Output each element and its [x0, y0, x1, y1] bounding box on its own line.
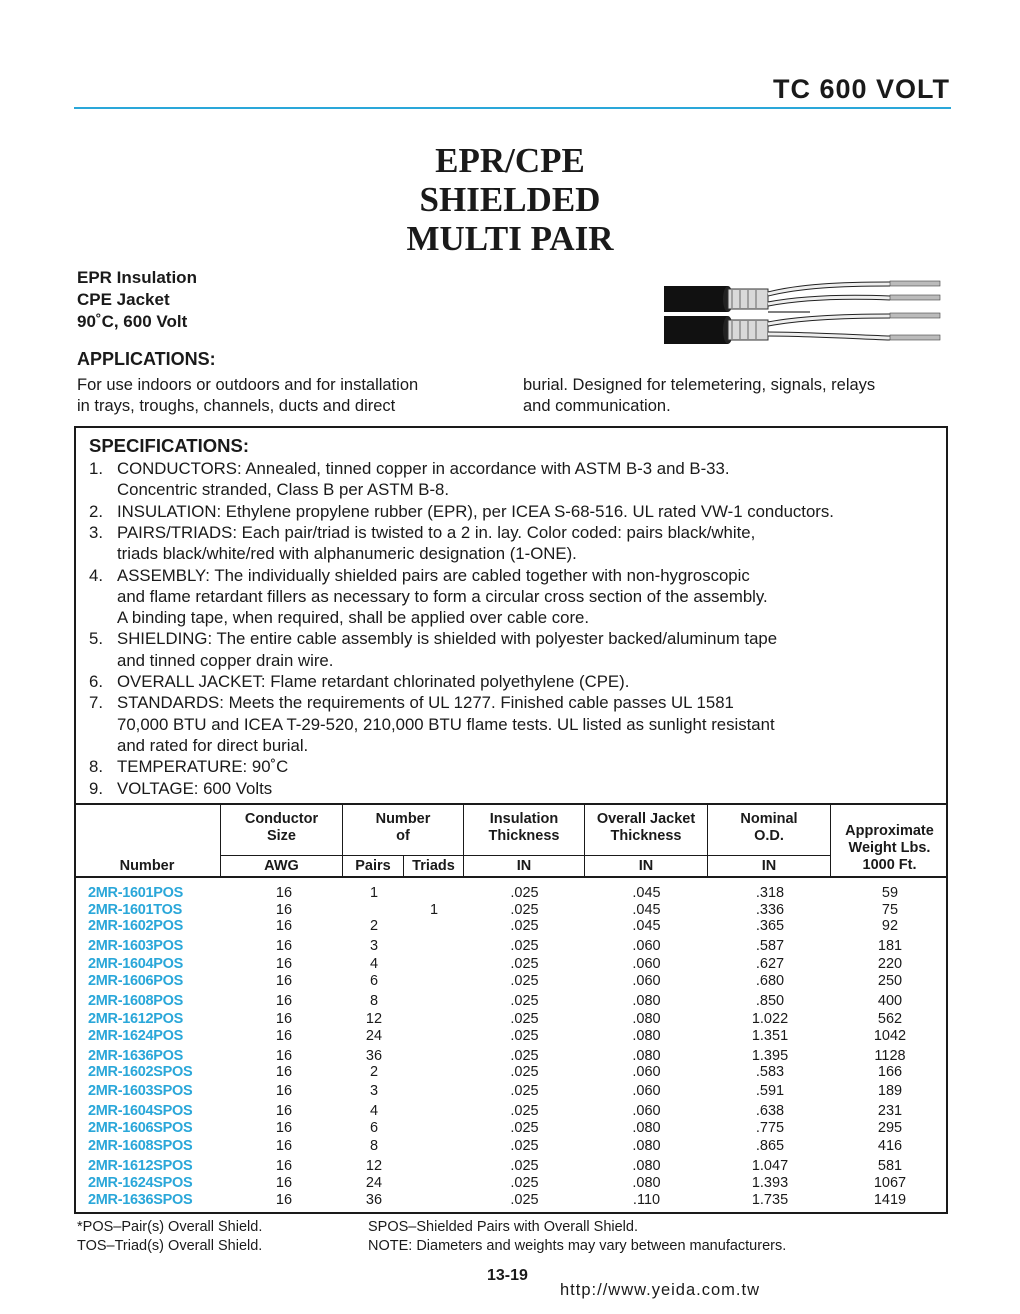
- cell-awg: 16: [275, 1103, 293, 1119]
- cell-jacket: .080: [632, 1028, 661, 1044]
- cell-od: .587: [755, 938, 785, 954]
- spec-line-number: 1.: [89, 459, 103, 478]
- cell-number: 2MR-1606SPOS: [88, 1120, 193, 1136]
- header-awg: AWG: [264, 858, 299, 874]
- cell-awg: 16: [275, 1011, 293, 1027]
- cell-pairs: 4: [369, 1103, 379, 1119]
- header-conductor-line: Conductor: [244, 811, 319, 827]
- table-row: [74, 973, 948, 989]
- spec-line: [89, 586, 768, 607]
- applications-left-line: in trays, troughs, channels, ducts and direct: [77, 397, 396, 415]
- spec-line: [89, 714, 775, 735]
- header-nominal-od: [708, 811, 830, 845]
- cell-jacket: .080: [632, 1138, 661, 1154]
- spec-line-number: 5.: [89, 629, 103, 648]
- cell-insulation: .025: [510, 1048, 539, 1064]
- table-row: [74, 993, 948, 1009]
- cell-number: 2MR-1603SPOS: [88, 1083, 193, 1099]
- cell-pairs: 3: [369, 1083, 379, 1099]
- spec-line-text: and rated for direct burial.: [117, 736, 309, 755]
- cell-pairs: 4: [369, 956, 379, 972]
- table-subheader-rule: [220, 855, 830, 856]
- table-row: [74, 885, 948, 901]
- header-insulation-unit: IN: [516, 858, 532, 874]
- cell-weight: 1067: [873, 1175, 907, 1191]
- spec-line-number: 7.: [89, 693, 103, 712]
- header-conductor-size: [221, 811, 342, 845]
- cell-od: .336: [755, 902, 785, 918]
- spec-line: [89, 565, 750, 586]
- footnote-note: NOTE: Diameters and weights may vary between manufacturers.: [368, 1238, 787, 1254]
- cell-number: 2MR-1602POS: [88, 918, 184, 934]
- cell-awg: 16: [275, 973, 293, 989]
- cell-weight: 166: [877, 1064, 903, 1080]
- cell-insulation: .025: [510, 1175, 539, 1191]
- cell-weight: 220: [877, 956, 903, 972]
- spec-line-text: INSULATION: Ethylene propylene rubber (EPR), per ICEA S-68-516. UL rated VW-1 conductors.: [117, 502, 834, 521]
- table-row: [74, 1064, 948, 1080]
- cell-pairs: 2: [369, 1064, 379, 1080]
- cell-insulation: .025: [510, 938, 539, 954]
- spec-line: [89, 778, 272, 799]
- cell-insulation: .025: [510, 1028, 539, 1044]
- cell-awg: 16: [275, 1064, 293, 1080]
- table-row: [74, 1103, 948, 1119]
- cell-weight: 581: [877, 1158, 903, 1174]
- spec-line-number: 6.: [89, 672, 103, 691]
- cell-triads: 1: [429, 902, 439, 918]
- spec-line-text: TEMPERATURE: 90˚C: [117, 757, 289, 776]
- header-weight-line: 1000 Ft.: [862, 857, 917, 873]
- spec-line-text: 70,000 BTU and ICEA T-29-520, 210,000 BTU flame tests. UL listed as sunlight resistant: [117, 715, 775, 734]
- applications-right-line: and communication.: [523, 397, 671, 415]
- cell-insulation: .025: [510, 956, 539, 972]
- cell-jacket: .060: [632, 938, 661, 954]
- spec-line: [89, 756, 288, 777]
- header-insulation-thickness: [464, 811, 584, 845]
- header-number: Number: [119, 858, 175, 874]
- feature-jacket: CPE Jacket: [77, 290, 170, 309]
- cell-od: 1.393: [751, 1175, 789, 1191]
- cell-awg: 16: [275, 1028, 293, 1044]
- header-triads: Triads: [412, 858, 455, 874]
- cell-insulation: .025: [510, 1138, 539, 1154]
- cell-weight: 416: [877, 1138, 903, 1154]
- cell-pairs: 1: [369, 885, 379, 901]
- cell-od: 1.351: [751, 1028, 789, 1044]
- spec-line-text: OVERALL JACKET: Flame retardant chlorinated polyethylene (CPE).: [117, 672, 630, 691]
- cell-awg: 16: [275, 918, 293, 934]
- cell-weight: 59: [881, 885, 899, 901]
- applications-heading: APPLICATIONS:: [77, 349, 216, 369]
- header-number-of-line: Number: [375, 811, 431, 827]
- cell-jacket: .045: [632, 885, 661, 901]
- applications-text-right: [523, 375, 953, 417]
- cell-number: 2MR-1612SPOS: [88, 1158, 193, 1174]
- cell-pairs: 8: [369, 1138, 379, 1154]
- cell-insulation: .025: [510, 1083, 539, 1099]
- cell-insulation: .025: [510, 1158, 539, 1174]
- spec-line: [89, 543, 577, 564]
- table-row: [74, 902, 948, 918]
- header-od-unit: IN: [761, 858, 777, 874]
- spec-line: [89, 479, 449, 500]
- cell-weight: 75: [881, 902, 899, 918]
- header-od-line: Nominal: [740, 811, 798, 827]
- cell-weight: 400: [877, 993, 903, 1009]
- cell-pairs: 24: [365, 1028, 383, 1044]
- cell-jacket: .080: [632, 1011, 661, 1027]
- spec-line: [89, 692, 734, 713]
- cell-pairs: 24: [365, 1175, 383, 1191]
- cell-pairs: 8: [369, 993, 379, 1009]
- spec-line-text: ASSEMBLY: The individually shielded pairs are cabled together with non-hygroscopic: [117, 566, 750, 585]
- cell-jacket: .060: [632, 956, 661, 972]
- header-weight-line: Weight Lbs.: [848, 840, 931, 856]
- cell-number: 2MR-1608POS: [88, 993, 184, 1009]
- cell-pairs: 3: [369, 938, 379, 954]
- specifications-heading: SPECIFICATIONS:: [89, 435, 249, 456]
- header-jacket-unit: IN: [638, 858, 654, 874]
- cell-awg: 16: [275, 1158, 293, 1174]
- spec-line: [89, 607, 589, 628]
- cell-od: .680: [755, 973, 785, 989]
- cell-od: .591: [755, 1083, 785, 1099]
- cell-insulation: .025: [510, 973, 539, 989]
- cell-od: .865: [755, 1138, 785, 1154]
- spec-line-text: and tinned copper drain wire.: [117, 651, 334, 670]
- spec-line-text: triads black/white/red with alphanumeric designation (1-ONE).: [117, 544, 577, 563]
- cell-jacket: .060: [632, 973, 661, 989]
- cell-weight: 181: [877, 938, 903, 954]
- footnote-tos: TOS–Triad(s) Overall Shield.: [77, 1238, 263, 1254]
- cell-pairs: 36: [365, 1192, 383, 1208]
- title-line-1: EPR/CPE: [435, 141, 585, 180]
- spec-line: [89, 458, 730, 479]
- cell-weight: 231: [877, 1103, 903, 1119]
- table-row: [74, 938, 948, 954]
- cell-insulation: .025: [510, 1120, 539, 1136]
- cell-weight: 250: [877, 973, 903, 989]
- cell-pairs: 6: [369, 973, 379, 989]
- table-row: [74, 1192, 948, 1208]
- cell-insulation: .025: [510, 902, 539, 918]
- cell-awg: 16: [275, 1083, 293, 1099]
- cell-awg: 16: [275, 1048, 293, 1064]
- cell-od: .627: [755, 956, 785, 972]
- footnote-pos: *POS–Pair(s) Overall Shield.: [77, 1219, 263, 1235]
- cell-od: 1.735: [751, 1192, 789, 1208]
- feature-rating: 90˚C, 600 Volt: [77, 312, 188, 331]
- cell-od: .365: [755, 918, 785, 934]
- cell-insulation: .025: [510, 1192, 539, 1208]
- cell-od: .638: [755, 1103, 785, 1119]
- cell-od: 1.047: [751, 1158, 789, 1174]
- table-row: [74, 1158, 948, 1174]
- cell-pairs: 2: [369, 918, 379, 934]
- website-link[interactable]: http://www.yeida.com.tw: [560, 1281, 760, 1299]
- cell-od: .583: [755, 1064, 785, 1080]
- header-rule: [74, 107, 951, 109]
- applications-right-line: burial. Designed for telemetering, signals, relays: [523, 376, 876, 394]
- cell-insulation: .025: [510, 1011, 539, 1027]
- spec-line-number: 2.: [89, 502, 103, 521]
- spec-line-text: VOLTAGE: 600 Volts: [117, 779, 273, 798]
- cell-weight: 92: [881, 918, 899, 934]
- cell-awg: 16: [275, 885, 293, 901]
- spec-line: [89, 522, 755, 543]
- cell-number: 2MR-1624SPOS: [88, 1175, 193, 1191]
- applications-text-left: [77, 375, 507, 417]
- cell-number: 2MR-1612POS: [88, 1011, 184, 1027]
- cell-awg: 16: [275, 1138, 293, 1154]
- header-number-of-line: of: [396, 828, 410, 844]
- cell-od: .775: [755, 1120, 785, 1136]
- cell-od: .850: [755, 993, 785, 1009]
- header-weight: [831, 823, 948, 874]
- header-insulation-line: Insulation: [489, 811, 559, 827]
- table-row: [74, 918, 948, 934]
- header-conductor-line: Size: [266, 828, 296, 844]
- cell-weight: 562: [877, 1011, 903, 1027]
- header-jacket-line: Overall Jacket: [596, 811, 696, 827]
- cell-number: 2MR-1604POS: [88, 956, 184, 972]
- cell-number: 2MR-1606POS: [88, 973, 184, 989]
- cell-insulation: .025: [510, 1064, 539, 1080]
- cell-number: 2MR-1608SPOS: [88, 1138, 193, 1154]
- cell-jacket: .080: [632, 1158, 661, 1174]
- cell-weight: 1128: [874, 1048, 906, 1064]
- header-number-of: [343, 811, 463, 845]
- cell-jacket: .080: [632, 993, 661, 1009]
- spec-line-text: STANDARDS: Meets the requirements of UL 1277. Finished cable passes UL 1581: [117, 693, 734, 712]
- cell-number: 2MR-1601POS: [88, 885, 184, 901]
- cell-awg: 16: [275, 993, 293, 1009]
- cell-jacket: .110: [632, 1192, 661, 1208]
- cell-pairs: 36: [365, 1048, 383, 1064]
- header-jacket-line: Thickness: [610, 828, 682, 844]
- cell-jacket: .080: [632, 1120, 661, 1136]
- cell-jacket: .080: [632, 1175, 661, 1191]
- cell-insulation: .025: [510, 918, 539, 934]
- table-row: [74, 956, 948, 972]
- header-pairs: Pairs: [355, 858, 391, 874]
- spec-line: [89, 501, 834, 522]
- cell-awg: 16: [275, 1175, 293, 1191]
- spec-line-number: 3.: [89, 523, 103, 542]
- table-row: [74, 1011, 948, 1027]
- cell-number: 2MR-1604SPOS: [88, 1103, 193, 1119]
- spec-line: [89, 628, 777, 649]
- table-row: [74, 1120, 948, 1136]
- spec-line-text: Concentric stranded, Class B per ASTM B-8.: [117, 480, 450, 499]
- table-row: [74, 1048, 948, 1064]
- table-row: [74, 1083, 948, 1099]
- header-title: TC 600 VOLT: [772, 74, 950, 104]
- cell-insulation: .025: [510, 885, 539, 901]
- cell-pairs: 12: [365, 1011, 383, 1027]
- cell-weight: 295: [877, 1120, 903, 1136]
- applications-left-line: For use indoors or outdoors and for installation: [77, 376, 419, 394]
- footnote-spos: SPOS–Shielded Pairs with Overall Shield.: [368, 1219, 638, 1235]
- spec-line-text: A binding tape, when required, shall be applied over cable core.: [117, 608, 590, 627]
- cell-jacket: .045: [632, 902, 661, 918]
- cell-od: 1.395: [751, 1048, 789, 1064]
- cell-od: 1.022: [751, 1011, 789, 1027]
- cell-jacket: .060: [632, 1103, 661, 1119]
- cell-jacket: .060: [632, 1083, 661, 1099]
- cell-weight: 189: [877, 1083, 903, 1099]
- cell-number: 2MR-1602SPOS: [88, 1064, 193, 1080]
- cell-number: 2MR-1636POS: [88, 1048, 184, 1064]
- table-row: [74, 1138, 948, 1154]
- cell-pairs: 12: [365, 1158, 383, 1174]
- title-line-3: MULTI PAIR: [406, 219, 614, 258]
- cell-od: .318: [755, 885, 785, 901]
- cell-insulation: .025: [510, 993, 539, 1009]
- cell-pairs: 6: [369, 1120, 379, 1136]
- title-line-2: SHIELDED: [419, 180, 601, 219]
- cell-number: 2MR-1636SPOS: [88, 1192, 193, 1208]
- cable-illustration: [660, 276, 945, 356]
- cell-jacket: .045: [632, 918, 661, 934]
- spec-line: [89, 671, 629, 692]
- cell-weight: 1419: [873, 1192, 907, 1208]
- cell-awg: 16: [275, 938, 293, 954]
- spec-line-number: 8.: [89, 757, 103, 776]
- cell-awg: 16: [275, 956, 293, 972]
- spec-line: [89, 650, 333, 671]
- table-top-rule: [74, 803, 948, 805]
- header-weight-line: Approximate: [845, 823, 934, 839]
- cell-insulation: .025: [510, 1103, 539, 1119]
- spec-line-number: 9.: [89, 779, 103, 798]
- header-od-line: O.D.: [754, 828, 784, 844]
- cell-awg: 16: [275, 1192, 293, 1208]
- spec-line-number: 4.: [89, 566, 103, 585]
- cell-number: 2MR-1603POS: [88, 938, 184, 954]
- page-number: 13-19: [487, 1267, 528, 1284]
- spec-line-text: CONDUCTORS: Annealed, tinned copper in accordance with ASTM B-3 and B-33.: [117, 459, 730, 478]
- header-jacket-thickness: [585, 811, 707, 845]
- cell-number: 2MR-1624POS: [88, 1028, 184, 1044]
- table-header-rule: [74, 876, 948, 878]
- header-insulation-line: Thickness: [488, 828, 560, 844]
- cell-jacket: .060: [632, 1064, 661, 1080]
- spec-line-text: SHIELDING: The entire cable assembly is shielded with polyester backed/aluminum tape: [117, 629, 778, 648]
- table-row: [74, 1028, 948, 1044]
- cell-weight: 1042: [873, 1028, 907, 1044]
- spec-line-text: and flame retardant fillers as necessary to form a circular cross section of the assembly.: [117, 587, 768, 606]
- cell-awg: 16: [275, 902, 293, 918]
- spec-line: [89, 735, 308, 756]
- spec-line-text: PAIRS/TRIADS: Each pair/triad is twisted to a 2 in. lay. Color coded: pairs black/white,: [117, 523, 756, 542]
- table-row: [74, 1175, 948, 1191]
- cell-awg: 16: [275, 1120, 293, 1136]
- cell-jacket: .080: [632, 1048, 661, 1064]
- cell-number: 2MR-1601TOS: [88, 902, 182, 918]
- feature-insulation: EPR Insulation: [77, 268, 197, 287]
